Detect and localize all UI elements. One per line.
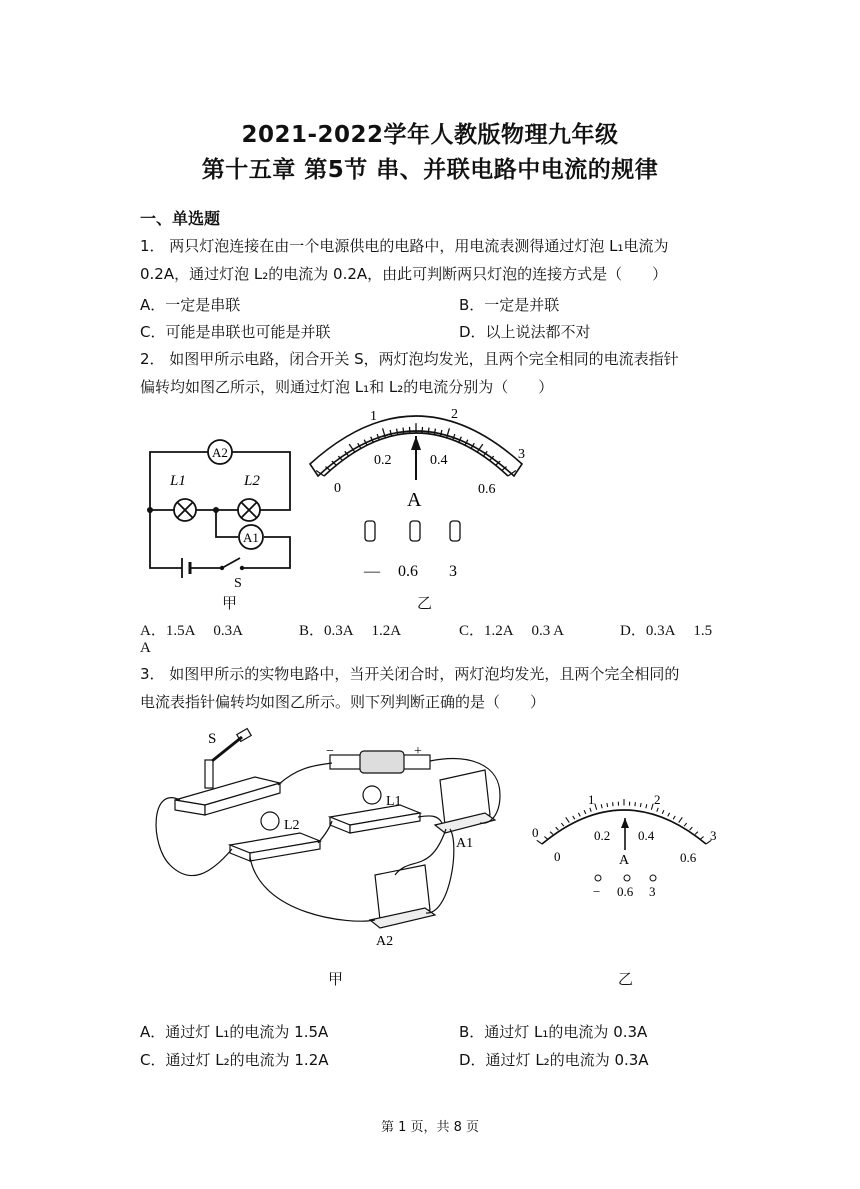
meter-tick bbox=[573, 816, 575, 819]
meter-tick bbox=[640, 803, 641, 807]
q2-scale-top-3: 3 bbox=[518, 447, 525, 462]
q2-unit-label: A bbox=[407, 489, 422, 511]
q2-caption-yi: 乙 bbox=[417, 594, 433, 612]
q2-label-a2: A2 bbox=[212, 445, 228, 460]
q3-label-s: S bbox=[208, 731, 217, 747]
page-title-line2: 第十五章 第5节 串、并联电路中电流的规律 bbox=[201, 157, 659, 183]
q3-terminal-minus: − bbox=[593, 884, 601, 899]
q2-scale-top-2: 2 bbox=[451, 407, 458, 422]
q3-option-d: D．通过灯 L₂的电流为 0.3A bbox=[459, 1051, 649, 1069]
meter-tick bbox=[428, 428, 429, 434]
meter-tick bbox=[550, 832, 553, 835]
q3-label-a2: A2 bbox=[376, 934, 394, 949]
q2-label-l1: L1 bbox=[170, 473, 186, 489]
q3-line1: 3． 如图甲所示的实物电路中，当开关闭合时，两灯泡均发光，且两个完全相同的 bbox=[140, 665, 680, 683]
q3-scale-top-2: 2 bbox=[654, 792, 661, 807]
section-heading: 一、单选题 bbox=[140, 209, 221, 228]
meter-tick bbox=[646, 804, 647, 808]
meter-tick bbox=[544, 837, 547, 840]
q2-label-s: S bbox=[234, 576, 242, 591]
meter-tick bbox=[441, 430, 442, 436]
q1-option-a: A．一定是串联 bbox=[140, 296, 241, 314]
meter-tick bbox=[651, 804, 653, 810]
meter-tick bbox=[403, 428, 404, 434]
q2-terminals bbox=[365, 521, 460, 541]
q3-label-plus: + bbox=[414, 744, 422, 759]
meter-tick bbox=[556, 827, 559, 830]
meter-tick bbox=[561, 823, 563, 826]
q2-scale-bottom-0: 0 bbox=[334, 481, 341, 496]
meter-tick bbox=[590, 808, 591, 812]
q3-scale-bottom-06: 0.6 bbox=[680, 850, 697, 865]
q1-option-c: C．可能是串联也可能是并联 bbox=[140, 323, 331, 341]
q2-circuit-diagram bbox=[140, 425, 310, 615]
q2-scale-top-1: 1 bbox=[370, 409, 377, 424]
q2-scale-bottom-02: 0.2 bbox=[374, 453, 392, 468]
meter-tick bbox=[684, 823, 686, 826]
q2-line2: 偏转均如图乙所示，则通过灯泡 L₁和 L₂的电流分别为（ ） bbox=[140, 378, 554, 396]
q3-option-a: A．通过灯 L₁的电流为 1.5A bbox=[140, 1023, 329, 1041]
q3-ammeter-dial bbox=[524, 780, 734, 905]
q3-scale-bottom-02: 0.2 bbox=[594, 828, 611, 843]
meter-tick bbox=[595, 804, 597, 810]
q3-scale-left-0: 0 bbox=[532, 825, 539, 840]
q3-label-a1: A1 bbox=[456, 836, 474, 851]
q2-line1: 2． 如图甲所示电路，闭合开关 S，两灯泡均发光，且两个完全相同的电流表指针 bbox=[140, 350, 679, 368]
q1-option-b: B．一定是并联 bbox=[459, 296, 560, 314]
meter-tick bbox=[537, 840, 542, 844]
q2-option-c: C．1.2A 0.3 A bbox=[459, 623, 565, 639]
q1-option-d: D．以上说法都不对 bbox=[459, 323, 591, 341]
q2-ammeter-dial bbox=[296, 398, 546, 583]
q1-line2: 0.2A，通过灯泡 L₂的电流为 0.2A，由此可判断两只灯泡的连接方式是（ ） bbox=[140, 265, 668, 283]
meter-tick bbox=[566, 817, 570, 822]
meter-tick bbox=[607, 803, 608, 807]
q3-physical-circuit bbox=[150, 725, 520, 960]
q3-scale-bottom-04: 0.4 bbox=[638, 828, 655, 843]
q2-terminal-06: 0.6 bbox=[398, 563, 418, 580]
meter-tick bbox=[578, 813, 580, 817]
q3-label-minus: − bbox=[326, 744, 334, 759]
q2-terminal-3: 3 bbox=[449, 563, 457, 580]
meter-tick bbox=[390, 430, 391, 436]
q3-scale-top-3: 3 bbox=[710, 828, 717, 843]
q3-scale-bottom-0: 0 bbox=[554, 849, 561, 864]
meter-tick bbox=[679, 817, 683, 822]
q2-option-d-wrap: A bbox=[140, 640, 151, 656]
meter-tick bbox=[662, 810, 664, 814]
page-title-line1: 2021-2022学年人教版物理九年级 bbox=[241, 122, 619, 148]
q2-terminal-minus: — bbox=[364, 563, 380, 580]
q1-line1: 1． 两只灯泡连接在由一个电源供电的电路中，用电流表测得通过灯泡 L₁电流为 bbox=[140, 237, 669, 255]
meter-tick bbox=[668, 813, 670, 817]
q3-line2: 电流表指针偏转均如图乙所示。则下列判断正确的是（ ） bbox=[140, 693, 546, 711]
q3-label-l2: L2 bbox=[284, 818, 300, 833]
meter-tick bbox=[584, 810, 586, 814]
q2-label-a1: A1 bbox=[243, 530, 259, 545]
q3-option-b: B．通过灯 L₁的电流为 0.3A bbox=[459, 1023, 648, 1041]
meter-tick bbox=[701, 837, 704, 840]
q3-label-l1: L1 bbox=[386, 794, 402, 809]
q3-terminal-3: 3 bbox=[649, 884, 656, 899]
q3-caption-yi: 乙 bbox=[618, 970, 634, 988]
q3-terminals bbox=[595, 875, 656, 881]
q3-option-c: C．通过灯 L₂的电流为 1.2A bbox=[140, 1051, 329, 1069]
meter-tick bbox=[434, 429, 435, 435]
page-footer: 第 1 页，共 8 页 bbox=[380, 1120, 480, 1135]
q2-label-l2: L2 bbox=[244, 473, 260, 489]
q2-option-b: B．0.3A 1.2A bbox=[299, 623, 402, 639]
q2-option-d: D．0.3A 1.5 bbox=[620, 623, 713, 639]
meter-tick bbox=[690, 827, 693, 830]
q2-scale-bottom-04: 0.4 bbox=[430, 453, 448, 468]
meter-tick bbox=[397, 429, 398, 435]
q3-caption-jia: 甲 bbox=[328, 970, 344, 988]
meter-tick bbox=[601, 804, 602, 808]
q2-scale-bottom-06: 0.6 bbox=[478, 482, 496, 497]
meter-tick bbox=[695, 832, 698, 835]
meter-tick bbox=[657, 808, 658, 812]
q3-scale-top-1: 1 bbox=[588, 792, 595, 807]
q3-terminal-06: 0.6 bbox=[617, 884, 634, 899]
q2-caption-jia: 甲 bbox=[222, 594, 238, 612]
q2-option-a: A．1.5A 0.3A bbox=[140, 623, 243, 639]
meter-tick bbox=[673, 816, 675, 819]
q3-unit-label: A bbox=[619, 853, 630, 868]
